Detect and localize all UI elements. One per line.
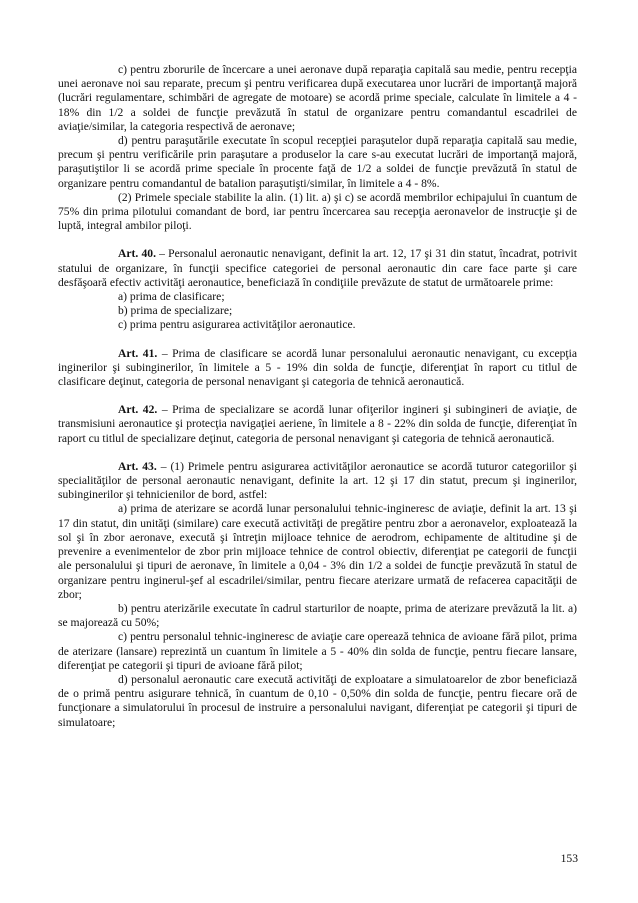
article-41-text: – Prima de clasificare se acordă lunar personalului aeronautic nenavigant, cu excepţia inginerilor şi subinginerilor, în limitele a 5 - 19% din solda de funcţie, diferenţiat în raport cu titlul de clasificare deţinut, categoria de personal nenavigant şi categoria de tehnică aeronautică. [58, 346, 577, 389]
article-42 [58, 403, 577, 446]
page-number: 153 [560, 852, 578, 865]
article-43-text: – (1) Primele pentru asigurarea activităţilor aeronautice se acordă tuturor categoriilor şi specialităţilor de personal aeronautic nenavigant, definite la art. 12 şi 17 din statut, precum şi inginerilor, subinginerilor şi tehnicienilor de bord, astfel: [58, 459, 577, 502]
article-40-item-a: a) prima de clasificare; [118, 290, 225, 304]
article-41 [58, 347, 577, 390]
article-43-item-d: d) personalul aeronautic care execută activităţi de exploatare a simulatoarelor de zbor beneficiază de o primă pentru asigurare tehnică, în cuantum de 0,10 - 0,50% din solda de funcţie, pentru fiecare oră de funcţionare a simulatorului în procesul de instruire a personalului navigant, diferenţiat pe categorii şi tipuri de simulatoare; [58, 672, 577, 729]
article-40 [58, 247, 577, 290]
paragraph-c: c) pentru zborurile de încercare a unei aeronave după reparaţia capitală sau medie, pentru recepţia unei aeronave noi sau reparate, precum şi pentru verificarea după executarea unor lucrări de importanţă majoră (lucrări regulamentare, schimbări de agregate de motoare) se acordă prime speciale, calculate în limitele a 4 - 18% din 1/2 a soldei de funcţie prevăzută în statul de organizare pentru comandantul escadrilei de aviaţie/similar, la categoria respectivă de aeronave; [58, 63, 577, 133]
paragraph-alin-2: (2) Primele speciale stabilite la alin. (1) lit. a) şi c) se acordă membrilor echipajului în cuantum de 75% din prima pilotului comandant de bord, iar pentru încercarea sau recepţia aeronavelor de instrucţie şi de luptă, integral ambilor piloţi. [58, 190, 577, 233]
article-40-item-b: b) prima de specializare; [118, 304, 233, 318]
article-41-label: Art. 41. [118, 346, 158, 360]
article-40-text: – Personalul aeronautic nenavigant, definit la art. 12, 17 şi 31 din statut, încadrat, potrivit statului de organizare, în funcţii specifice categoriei de personal aeronautic din care face parte şi care desfăşoară efectiv activităţi aeronautice, beneficiază în condiţiile prevăzute de statut de următoarele prime: [58, 247, 577, 289]
article-43-item-c: c) pentru personalul tehnic-ingineresc de aviaţie care operează tehnica de avioane fără pilot, prima de aterizare (lansare) reprezintă un cuantum în limitele a 5 - 40% din solda de funcţie, pentru fiecare lansare, diferenţiat pe categorii şi tipuri de avioane fără pilot; [58, 630, 577, 672]
article-40-label: Art. 40. [118, 247, 156, 261]
paragraph-d: d) pentru paraşutările executate în scopul recepţiei paraşutelor după reparaţia capitală sau medie, precum şi pentru verificările prin paraşutare a produselor la care s-au executat lucrări de importanţă majoră, paraşutiştilor li se acordă prime speciale în procente faţă de 1/2 a soldei de funcţie prevăzută în statul de organizare pentru comandantul de batalion paraşutişti/similar, în limitele a 4 - 8%. [58, 134, 577, 190]
article-43-item-b: b) pentru aterizările executate în cadrul starturilor de noapte, prima de aterizare prevăzută la lit. a) se majorează cu 50%; [58, 601, 577, 630]
article-40-item-c: c) prima pentru asigurarea activităţilor aeronautice. [118, 318, 356, 332]
article-43-item-a: a) prima de aterizare se acordă lunar personalului tehnic-ingineresc de aviaţie, definit la art. 13 şi 17 din statut, din unităţi (similare) care execută activităţi de pregătire pentru zbor a aeronavelor, exploatează la sol şi în zbor aeronave, execută şi întreţin mijloace tehnice de aerodrom, echipamente de altitudine şi de prevenire a evenimentelor de zbor prin mijloace tehnice de control obiectiv, diferenţiat pe categorii de funcţii ale personalului şi tipuri de aeronave, în limitele a 0,04 - 3% din 1/2 a soldei de funcţie prevăzută în statul de organizare pentru inginerul-şef al escadrilei/similar, pentru fiecare aterizare urmată de refacerea capacităţii de zbor; [58, 502, 577, 601]
article-42-text: – Prima de specializare se acordă lunar ofiţerilor ingineri şi subingineri de aviaţie, de transmisiuni aeronautice şi protecţia navigaţiei aeriene, în limitele a 8 - 22% din solda de funcţie, diferenţiat în raport cu titlul de specializare deţinut, categoria de personal nenavigant şi categoria de tehnică aeronautică. [58, 403, 577, 445]
article-43 [58, 460, 577, 503]
document-body [58, 63, 577, 730]
article-43-label: Art. 43. [118, 459, 157, 473]
article-42-label: Art. 42. [118, 403, 158, 417]
